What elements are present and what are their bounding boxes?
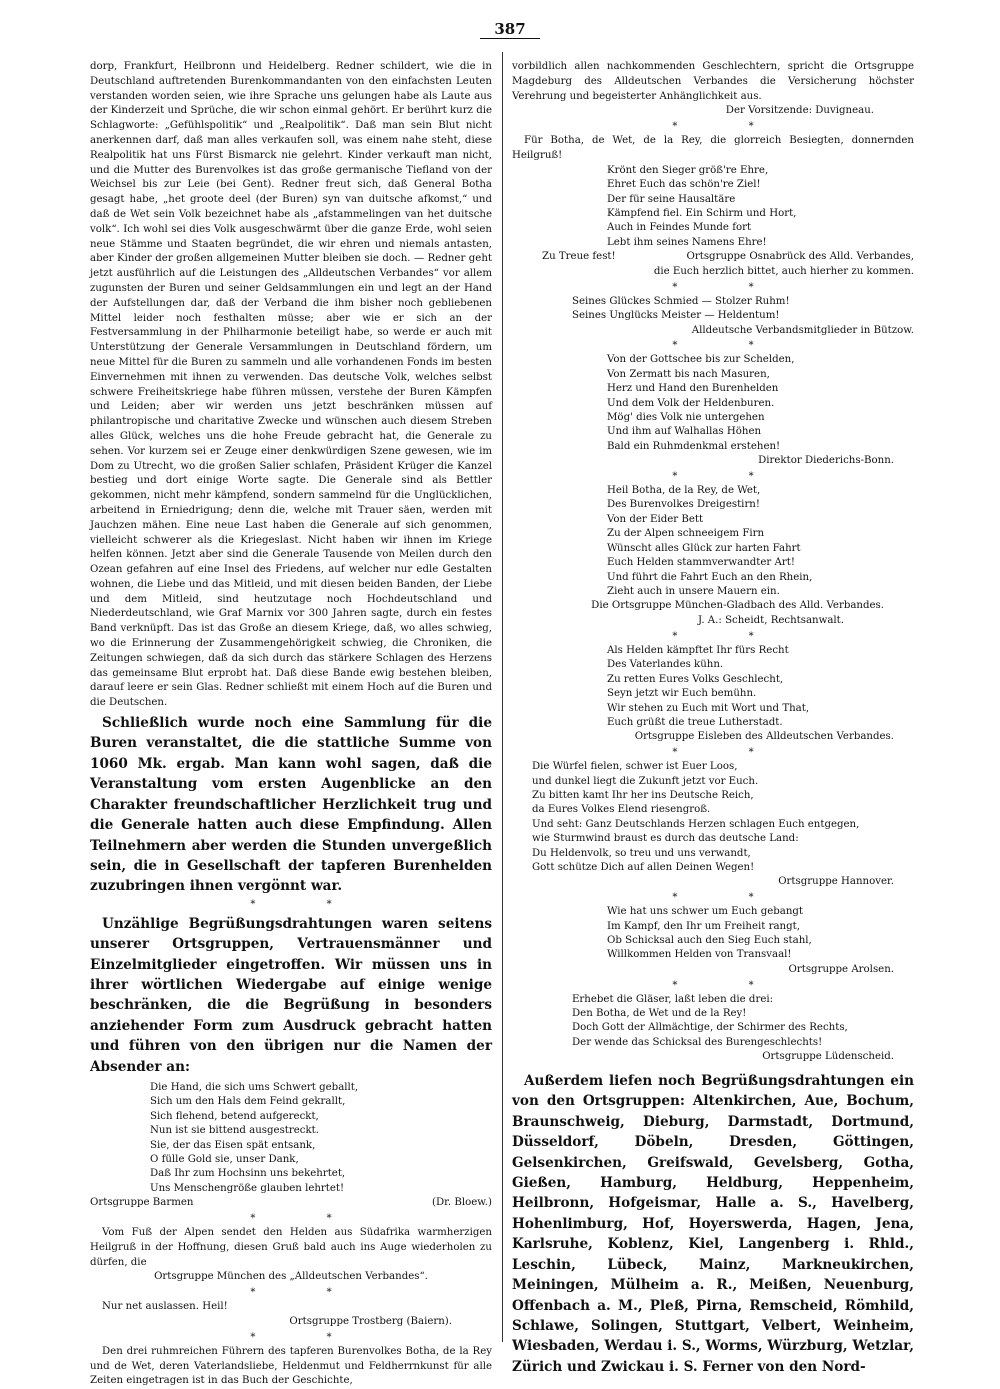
poem-buetzow: Seines Glückes Schmied — Stolzer Ruhm! Seines Unglücks Meister — Heldentum! xyxy=(572,295,790,322)
magdeburg-greeting: Den drei ruhmreichen Führern des tapferen Burenvolkes Botha, de la Rey und de Wet, deren Vaterlandsliebe, Heldenmut und Feldherrnkunst für alle Zeiten eingetragen ist in das Buch der Geschichte, xyxy=(90,1345,492,1387)
column-divider xyxy=(502,52,503,1342)
signature-magdeburg: Der Vorsitzende: Duvigneau. xyxy=(725,105,874,117)
greetings-intro-paragraph: Unzählige Begrüßungsdrahtungen waren seitens unserer Ortsgruppen, Vertrauensmänner und Einzelmitglieder eingetroffen. Wir müssen uns in ihrer wörtlichen Wiedergabe auf einige wenige beschränken, die die Begrüßung in besonders anziehender Form zum Ausdruck gebracht hatten und führen von den übrigen nur die Namen der Absender an: xyxy=(90,915,492,1075)
poem-barmen: Die Hand, die sich ums Schwert geballt, Sich um den Hals dem Feind gekrallt, Sich flehend, betend aufgereckt, Nun ist sie bittend ausgestreckt. Sie, der das Eisen spät entsank, O fülle Gold sie, unser Dank, Daß Ihr zum Hochsinn uns bekehrtet, Uns Menschengröße glauben lehrtet! xyxy=(150,1081,359,1194)
signature-gladbach-agent: J. A.: Scheidt, Rechtsanwalt. xyxy=(698,615,844,627)
signature-osnabrueck-motto: Zu Treue fest! xyxy=(542,251,616,263)
signature-buetzow: Alldeutsche Verbandsmitglieder in Bützow. xyxy=(691,324,914,336)
signature-muenchen: Ortsgruppe München des „Alldeutschen Verbandes“. xyxy=(154,1271,428,1283)
section-stars: * * xyxy=(672,281,788,293)
speech-paragraph: dorp, Frankfurt, Heilbronn und Heidelberg. Redner schildert, wie die in Deutschland auftretenden Burenkommandanten von den einfachsten Leuten verstanden worden seien, wie ihre Sprache uns gelungen habe als Laute aus der Kinderzeit und Sprüche, die wir schon einmal gehört. Er berührt kurz die Schlagworte: „Gefühlspolitik“ und „Realpolitik“. Daß man sein Blut nicht anerkennen darf, daß man alles verkaufen soll, was einem nahe steht, diese Realpolitik hat uns Fürst Bismarck nie gelehrt. Kinder verkauft man nicht, und die Mutter des Burenvolkes ist das große germanische Tiefland von der Weichsel bis zur Leie (bei Gent). Redner freut sich, daß General Botha gesagt habe, „het groote deel (der Buren) syn van duitsche afkomst,“ und daß de Wet sein Volk bezeichnet habe als „afstammelingen van het duitsche volk“. Ich wohl sei dies Volk ausgeschwärmt über die ganze Erde, wohl seien neue Stämme und Staaten begründet, die wir ehren und niemals antasten, aber Kinder der großen allgemeinen Mutter bleiben sie doch. — Redner geht jetzt ausführlich auf die Leistungen des „Alldeutschen Verbandes“ vor allem zugunsten der Buren und seiner Geldsammlungen ein und legt an der Hand der Aufstellungen dar, daß der Verband die ihm bisher noch gebliebenen Mittel leider noch festhalten müsse; aber wie er sich an der Festversammlung in der Philharmonie beteiligt habe, so werde er auch mit Unterstützung der Generale Versammlungen in Deutschland fördern, um neue Mittel für die Buren zu sammeln und alle vorhandenen Fonds im besten Einvernehmen mit ihnen zu verwenden. Das deutsche Volk, welches selbst schwere Freiheitskriege habe führen müssen, verstehe der Buren Kämpfen und Leiden; aber wir werden uns jetzt beschränken müssen auf philantropische und charitative Zwecke und wünschen auch diesem Streben alles Glück, welches uns die hohe Freude gebracht hat, die Generale zu sehen. Vor kurzem sei er Zeuge einer denkwürdigen Szene gewesen, wie im Dom zu Utrecht, wo die großen Salier schlafen, Präsident Krüger die Kanzel bestieg und dort einige Worte sagte. Die Generale sind als Bettler gekommen, nicht mehr kämpfend, sondern sammelnd für die Unglücklichen, arbeitend in Erniedrigung; denn die, welche mit Trauer säen, werden mit Jauchzen mähen. Eine neue Last haben die Generale auf sich genommen, vielleicht schwerer als die Kriegeslast. Nicht haben wir ihnen im Kriege helfen können. Jetzt aber sind die Generale Tausende von Meilen durch den Ozean gefahren auf eine Insel des Friedens, auf welcher nur edle Gestalten wohnen, die Liebe und das Mitleid, und mit diesen beiden Banden, der Liebe und dem Mitleid, sind heutzutage noch Hochdeutschland und Niederdeutschland, wie Graf Marnix vor 300 Jahren sagte, durch ein festes Band verknüpft. Das ist das Große an diesem Kriege, daß, wo alles schwieg, wo die Erinnerung der Zusammengehörigkeit schwieg, die Chroniken, die Zeitungen schwiegen, daß da sich durch das stärkere Schlagen des Herzens das gemeinsame Blut erprobt hat. Daß diese Bande ewig bestehen bleiben, darauf leere er sein Glas. Redner schließt mit einem Hoch auf die Buren und die Deutschen. xyxy=(90,61,492,709)
signature-barmen-author: (Dr. Bloew.) xyxy=(432,1197,492,1209)
section-stars: * * xyxy=(672,892,788,904)
signature-arolsen: Ortsgruppe Arolsen. xyxy=(788,963,894,975)
collection-paragraph: Schließlich wurde noch eine Sammlung für die Buren veranstaltet, die die stattliche Summe von 1060 Mk. ergab. Man kann wohl sagen, daß die Veranstaltung vom ersten Augenblicke an den Charakter freundschaftlicher Herzlichkeit trug und die Generale hatten auch diese Empfindung. Allen Teilnehmern aber werden die Stunden unvergeßlich sein, die in Gesellschaft der tapferen Burenhelden zuzubringen ihnen vergönnt war. xyxy=(90,715,492,895)
section-stars: * * xyxy=(672,630,788,642)
section-stars: * * xyxy=(250,1331,366,1343)
section-stars: * * xyxy=(672,340,788,352)
osnabrueck-intro: Für Botha, de Wet, de la Rey, die glorreich Besiegten, donnernden Heilgruß! xyxy=(512,135,914,161)
muenchen-greeting: Vom Fuß der Alpen sendet den Helden aus Südafrika warmherzigen Heilgruß in der Hoffnung, diesen Gruß bald auch ins Auge wiederholen zu dürfen, die xyxy=(90,1227,492,1268)
left-column xyxy=(90,60,492,1389)
poem-osnabrueck: Krönt den Sieger größ're Ehre, Ehret Euch das schön're Ziel! Der für seine Hausaltäre Kämpfend fiel. Ein Schirm und Hort, Auch in Feindes Munde fort Lebt ihm seines Namens Ehre! xyxy=(607,164,797,248)
signature-barmen-group: Ortsgruppe Barmen xyxy=(90,1197,194,1209)
poem-arolsen: Wie hat uns schwer um Euch gebangt Im Kampf, den Ihr um Freiheit rangt, Ob Schicksal auch den Sieg Euch stahl, Willkommen Helden von Transvaal! xyxy=(607,906,812,961)
signature-barmen xyxy=(90,1196,492,1211)
signature-hannover: Ortsgruppe Hannover. xyxy=(778,876,894,888)
section-stars: * * xyxy=(672,471,788,483)
poem-luedenscheid: Erhebet die Gläser, laßt leben die drei: Den Botha, de Wet und de la Rey! Doch Gott der Allmächtige, der Schirmer des Rechts, Der wende das Schicksal des Burengeschlechts! xyxy=(572,993,848,1048)
poem-hannover: Die Würfel fielen, schwer ist Euer Loos, und dunkel liegt die Zukunft jetzt vor Euch. Zu bitten kamt Ihr her ins Deutsche Reich, da Eures Volkes Elend riesengroß. Und seht: Ganz Deutschlands Herzen schlagen Euch entgegen, wie Sturmwind braust es durch das deutsche Land: Du Heldenvolk, so treu und uns verwandt, Gott schütze Dich auf allen Deinen Wegen! xyxy=(532,761,860,873)
trostberg-greeting: Nur net auslassen. Heil! xyxy=(102,1301,228,1313)
signature-luedenscheid: Ortsgruppe Lüdenscheid. xyxy=(762,1051,894,1063)
section-stars: * * xyxy=(672,747,788,759)
section-stars: * * xyxy=(672,979,788,991)
signature-osnabrueck-group: Ortsgruppe Osnabrück des Alld. Verbandes, xyxy=(686,251,914,263)
right-column xyxy=(512,60,914,1377)
poem-bonn: Von der Gottschee bis zur Schelden, Von Zermatt bis nach Masuren, Herz und Hand den Burenhelden Und dem Volk der Heldenburen. Mög' dies Volk nie untergehen Und ihm auf Walhallas Höhen Bald ein Ruhmdenkmal erstehen! xyxy=(607,354,795,452)
signature-osnabrueck xyxy=(512,250,914,265)
closing-paragraph: Außerdem liefen noch Begrüßungsdrahtungen ein von den Ortsgruppen: Altenkirchen, Aue, Bochum, Braunschweig, Dieburg, Darmstadt, Dortmund, Düsseldorf, Döbeln, Dresden, Göttingen, Gelsenkirchen, Greifswald, Gevelsberg, Gotha, Gießen, Hamburg, Heldburg, Heppenheim, Heilbronn, Hofgeismar, Halle a. S., Havelberg, Hohenlimburg, Hof, Hoyerswerda, Hagen, Jena, Karlsruhe, Koblenz, Kiel, Langenberg i. Rhld., Leschin, Lübeck, Mainz, Markneukirchen, Meiningen, Mülheim a. R., Meißen, Neuenburg, Offenbach a. M., Pleß, Pirna, Remscheid, Römhild, Schlawe, Solingen, Stuttgart, Velbert, Weinheim, Wiesbaden, Werdau i. S., Worms, Würzburg, Wetzlar, Zürich und Zwickau i. S. Ferner von den Nord- xyxy=(512,1073,914,1375)
signature-trostberg: Ortsgruppe Trostberg (Baiern). xyxy=(289,1316,452,1327)
signature-bonn: Direktor Diederichs-Bonn. xyxy=(758,455,894,467)
section-stars: * * xyxy=(250,1287,366,1299)
section-stars: * * xyxy=(250,898,366,910)
poem-gladbach: Heil Botha, de la Rey, de Wet, Des Burenvolkes Dreigestirn! Von der Eider Bett Zu der Alpen schneeigem Firn Wünscht alles Glück zur harten Fahrt Euch Helden stammverwandter Art! Und führt die Fahrt Euch an den Rhein, Zieht auch in unsere Mauern ein. xyxy=(607,485,813,597)
page-number: 387 xyxy=(480,20,540,39)
section-stars: * * xyxy=(672,121,788,133)
poem-eisleben: Als Helden kämpftet Ihr fürs Recht Des Vaterlandes kühn. Zu retten Eures Volks Geschlecht, Seyn jetzt wir Euch bemühn. Wir stehen zu Euch mit Wort und That, Euch grüßt die treue Lutherstadt. xyxy=(607,644,810,728)
magdeburg-greeting-continued: vorbildlich allen nachkommenden Geschlechtern, spricht die Ortsgruppe Magdeburg des Alldeutschen Verbandes die Versicherung höchster Verehrung und begeisterter Anhänglichkeit aus. xyxy=(512,61,914,102)
signature-osnabrueck-note: die Euch herzlich bittet, auch hierher zu kommen. xyxy=(653,266,914,278)
signature-eisleben: Ortsgruppe Eisleben des Alldeutschen Verbandes. xyxy=(634,731,894,743)
signature-gladbach: Die Ortsgruppe München-Gladbach des Alld. Verbandes. xyxy=(591,600,884,612)
section-stars: * * xyxy=(250,1213,366,1225)
